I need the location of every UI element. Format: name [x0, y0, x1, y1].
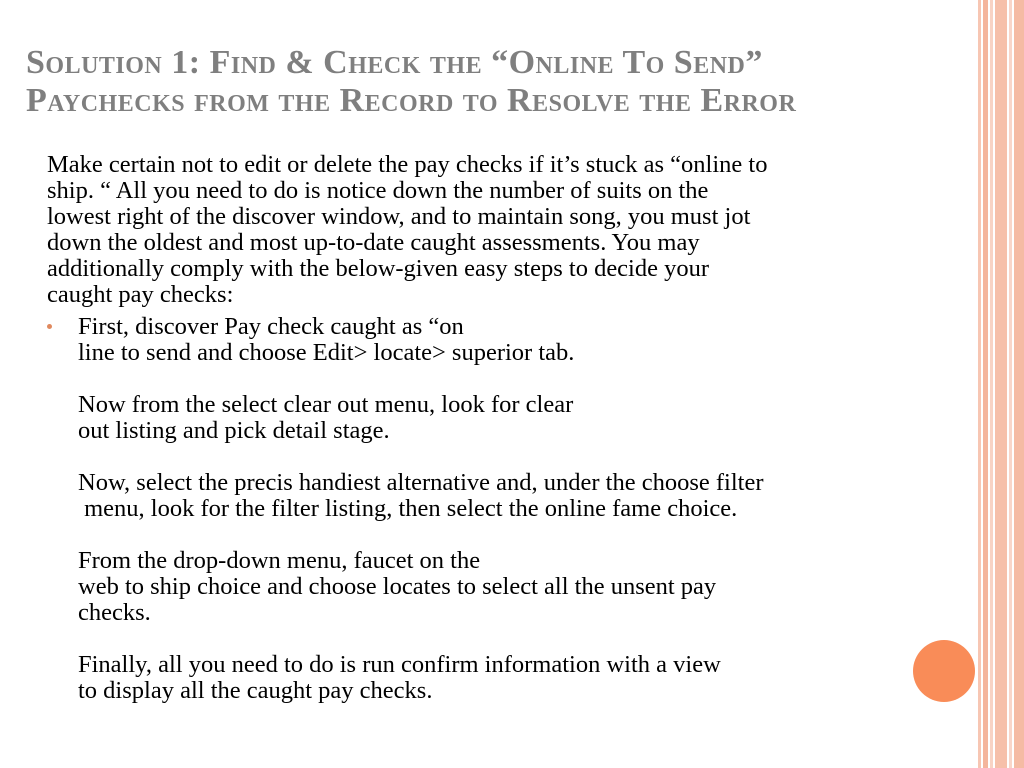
decorative-stripe: [978, 0, 981, 768]
bullet-text: [78, 314, 967, 704]
step-line: web to ship choice and choose locates to select all the unsent pay: [78, 573, 717, 600]
slide-body: [47, 152, 967, 704]
intro-line: Make certain not to edit or delete the pay checks if it’s stuck as “online to: [47, 151, 768, 178]
step-line: First, discover Pay check caught as “on: [78, 313, 464, 340]
intro-line: caught pay checks:: [47, 281, 234, 308]
step-line: From the drop-down menu, faucet on the: [78, 547, 481, 574]
step-spacer: [78, 626, 967, 652]
decorative-circle: [913, 640, 975, 702]
step-line: menu, look for the filter listing, then select the online fame choice.: [78, 495, 738, 522]
decorative-stripe: [1009, 0, 1012, 768]
decorative-stripe: [995, 0, 1007, 768]
step-line: out listing and pick detail stage.: [78, 417, 390, 444]
step-spacer: [78, 444, 967, 470]
bullet-list-item: [47, 314, 967, 704]
step-spacer: [78, 522, 967, 548]
step-line: Now from the select clear out menu, look for clear: [78, 391, 574, 418]
decorative-stripe: [990, 0, 993, 768]
intro-line: ship. “ All you need to do is notice down the number of suits on the: [47, 177, 709, 204]
intro-line: additionally comply with the below-given easy steps to decide your: [47, 255, 710, 282]
intro-line: down the oldest and most up-to-date caught assessments. You may: [47, 229, 700, 256]
intro-paragraph: [47, 152, 967, 308]
slide-title-line: Solution 1: Find & Check the “Online To Send”: [26, 44, 763, 81]
step-line: to display all the caught pay checks.: [78, 677, 433, 704]
step-line: checks.: [78, 599, 151, 626]
decorative-stripe: [983, 0, 988, 768]
step-line: line to send and choose Edit> locate> superior tab.: [78, 339, 575, 366]
step-line: Now, select the precis handiest alternative and, under the choose filter: [78, 469, 764, 496]
slide-title-line: Paychecks from the Record to Resolve the Error: [26, 82, 797, 119]
step-line: Finally, all you need to do is run confirm information with a view: [78, 651, 721, 678]
intro-line: lowest right of the discover window, and to maintain song, you must jot: [47, 203, 751, 230]
decorative-stripe: [1014, 0, 1024, 768]
bullet-icon: [47, 324, 52, 329]
slide-title: [26, 44, 966, 120]
step-spacer: [78, 366, 967, 392]
